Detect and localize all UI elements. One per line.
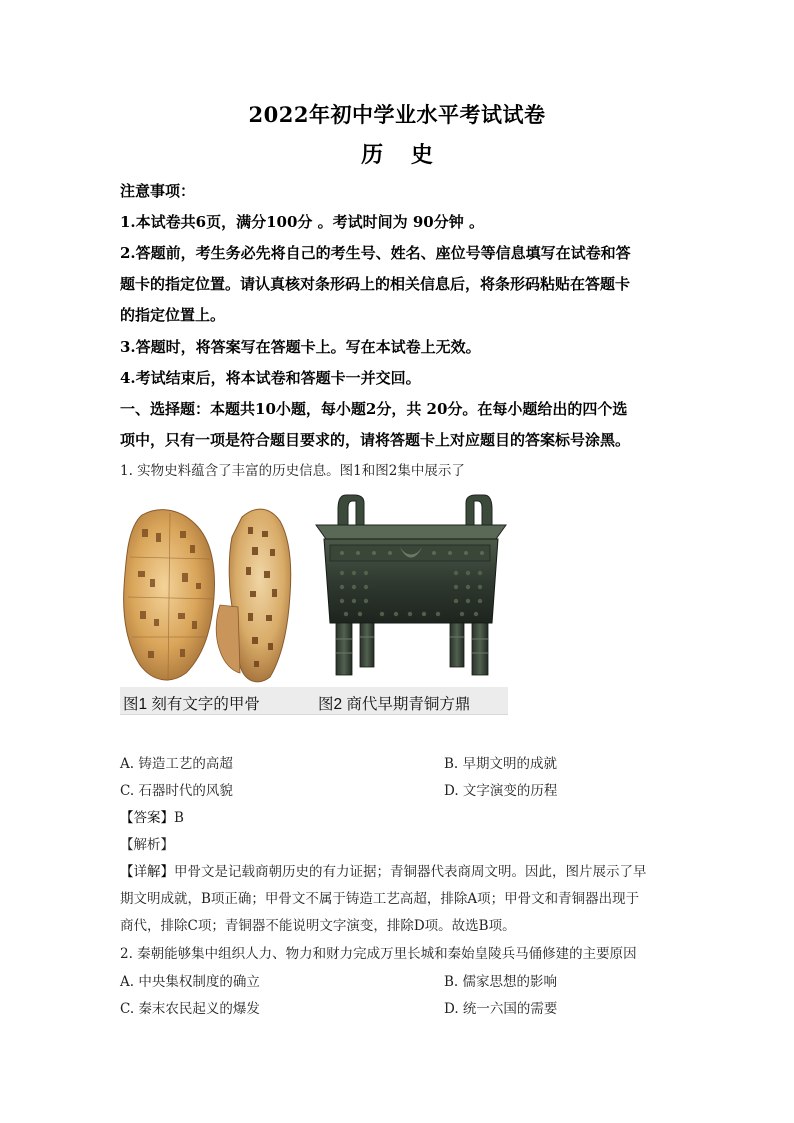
- note-item: 2.答题前，考生务必先将自己的考生号、姓名、座位号等信息填写在试卷和答: [120, 244, 631, 262]
- q2-option-a: A. 中央集权制度的确立: [120, 974, 260, 990]
- oracle-bone-and-bronze-ding-image: [120, 487, 508, 687]
- q1-detail-line: 商代，排除C项；青铜器不能说明文字演变，排除D项。故选B项。: [120, 918, 516, 934]
- q1-option-b: B. 早期文明的成就: [444, 756, 558, 772]
- q1-option-c: C. 石器时代的风貌: [120, 783, 233, 799]
- figure-2-caption: 图2 商代早期青铜方鼎: [318, 696, 471, 713]
- q1-option-a: A. 铸造工艺的高超: [120, 756, 233, 772]
- q1-analysis-tag: 【解析】: [120, 837, 174, 853]
- figure-1-caption: 图1 刻有文字的甲骨: [123, 696, 260, 713]
- section-instructions: 项中，只有一项是符合题目要求的，请将答题卡上对应题目的答案标号涂黑。: [120, 431, 631, 449]
- q1-detail-line: [120, 860, 680, 880]
- q1-detail-line: 期文明成就，B项正确；甲骨文不属于铸造工艺高超，排除A项；甲骨文和青铜器出现于: [120, 891, 640, 907]
- notes-heading: 注意事项：: [120, 182, 196, 200]
- oracle-bone-left: [124, 510, 215, 681]
- note-item: 4.考试结束后，将本试卷和答题卡一并交回。: [120, 369, 421, 387]
- bronze-ding: [316, 495, 506, 675]
- q1-answer: [120, 806, 680, 826]
- oracle-bone-right: [216, 509, 290, 682]
- answer-value: B: [174, 810, 184, 826]
- section-instructions: 一、选择题：本题共10小题，每小题2分，共 20分。在每小题给出的四个选: [120, 400, 628, 418]
- question-1-stem: 1. 实物史料蕴含了丰富的历史信息。图1和图2集中展示了: [120, 463, 465, 479]
- q2-option-c: C. 秦末农民起义的爆发: [120, 1001, 260, 1017]
- detail-tag: 【详解】: [120, 864, 174, 880]
- q2-option-b: B. 儒家思想的影响: [444, 974, 558, 990]
- answer-tag: 【答案】: [120, 810, 174, 826]
- question-2-stem: 2. 秦朝能够集中组织人力、物力和财力完成万里长城和秦始皇陵兵马俑修建的主要原因: [120, 946, 637, 962]
- question-1-figure: [120, 487, 508, 714]
- detail-text: 甲骨文是记载商朝历史的有力证据；青铜器代表商周文明。因此，图片展示了早: [174, 864, 647, 880]
- note-item: 的指定位置上。: [120, 306, 226, 324]
- q1-option-d: D. 文字演变的历程: [444, 783, 558, 799]
- subject-title: 历 史: [361, 142, 443, 168]
- note-item: 题卡的指定位置。请认真核对条形码上的相关信息后，将条形码粘贴在答题卡: [120, 275, 631, 293]
- q2-option-d: D. 统一六国的需要: [444, 1001, 558, 1017]
- exam-title: 2022年初中学业水平考试试卷: [248, 102, 546, 127]
- note-item: 1.本试卷共6页，满分100分 。考试时间为 90分钟 。: [120, 213, 484, 231]
- note-item: 3.答题时，将答案写在答题卡上。写在本试卷上无效。: [120, 338, 481, 356]
